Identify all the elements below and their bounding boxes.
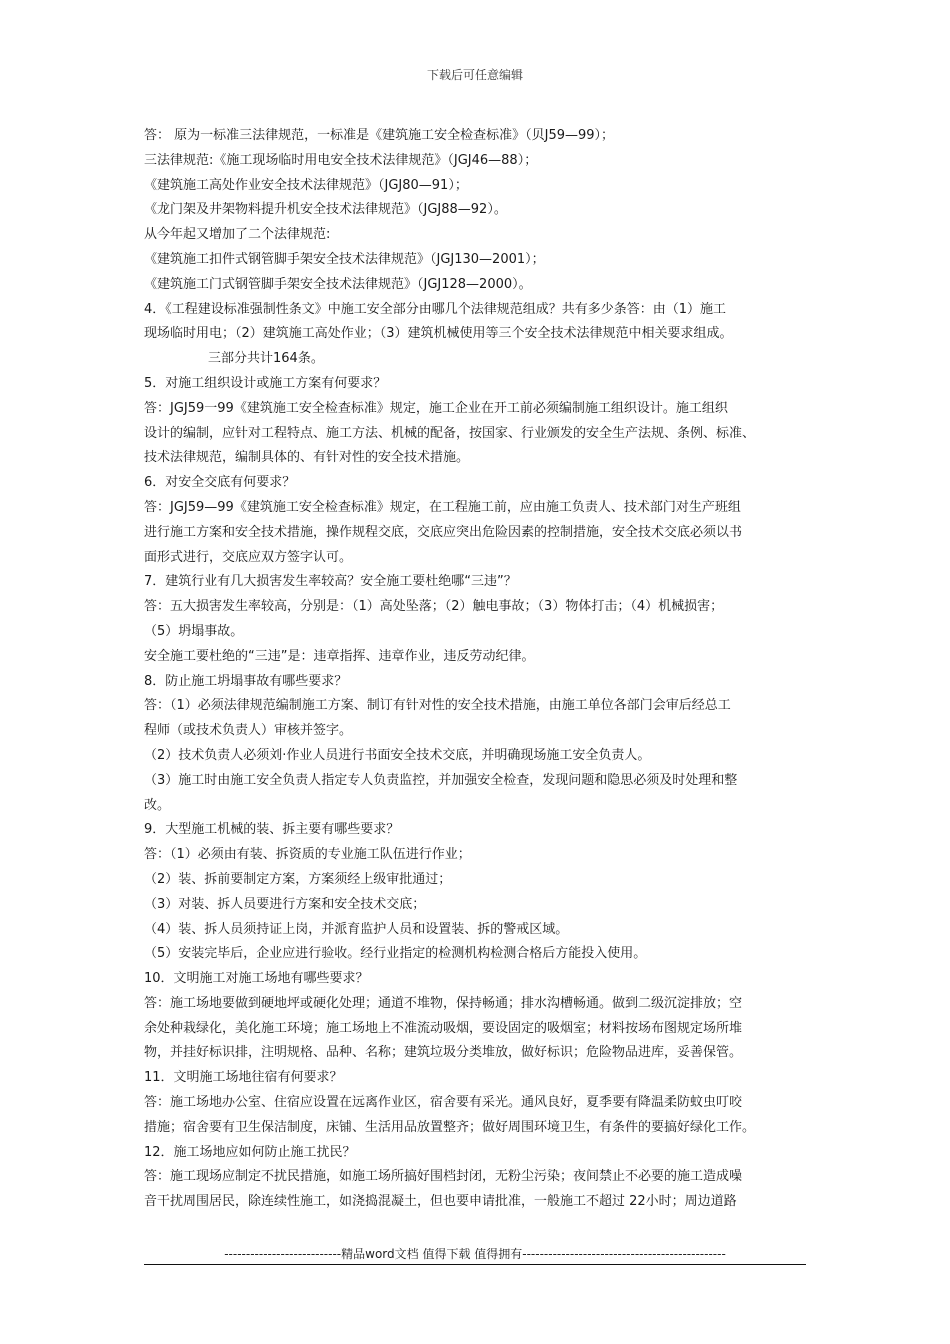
question-6: 6．对安全交底有何要求？ — [144, 475, 296, 491]
document-body — [144, 124, 824, 1215]
text-line: （2）技术负责人必须刘·作业人员进行书面安全技术交底，并明确现场施工安全负责人。 — [144, 747, 651, 763]
text-line: 措施；宿舍要有卫生保洁制度，床铺、生活用品放置整齐；做好周围环境卫生，有条件的要搞好绿化工作。 — [144, 1119, 756, 1135]
text-line: 技术法律规范，编制具体的、有针对性的安全技术措施。 — [144, 450, 470, 466]
question-11: 11．文明施工场地往宿有何要求？ — [144, 1070, 343, 1086]
text-line: 《建筑施工门式钢管脚手架安全技术法律规范》（JGJ128—2000）。 — [144, 276, 532, 292]
text-line: 《龙门架及井架物料提升机安全技术法律规范》（JGJ88—92）。 — [144, 202, 507, 218]
text-line: 答：（1）必须由有装、拆资质的专业施工队伍进行作业； — [144, 847, 471, 863]
text-line: （5）安装完毕后，企业应进行验收。经行业指定的检测机构检测合格后方能投入使用。 — [144, 946, 647, 962]
text-line: （2）装、拆前要制定方案，方案须经上级审批通过； — [144, 871, 452, 887]
footer-divider — [144, 1264, 806, 1265]
text-line: 答：五大损害发生率较高，分别是：（1）高处坠落；（2）触电事故；（3）物体打击；（4）机械损害； — [144, 599, 724, 615]
text-line: （3）施工时由施工安全负责人指定专人负责监控，并加强安全检查，发现问题和隐思必须及时处理和整 — [144, 772, 738, 788]
question-9: 9．大型施工机械的装、拆主要有哪些要求？ — [144, 822, 400, 838]
question-8: 8．防止施工坍塌事故有哪些要求？ — [144, 673, 348, 689]
text-line: （4）装、拆人员须持证上岗，并派育监护人员和设置装、拆的警戒区域。 — [144, 921, 569, 937]
text-line: 从今年起又增加了二个法律规范: — [144, 227, 331, 243]
text-line: 面形式进行，交底应双方签字认可。 — [144, 549, 353, 565]
page-footer: ---------------------------精品word文档 值得下载 值得拥有----------------------------------------------- — [224, 1247, 726, 1261]
text-line: 改。 — [144, 797, 171, 813]
text-line: 答：施工现场应制定不扰民措施，如施工场所搞好围档封闭，无粉尘污染；夜间禁止不必要的施工造成噪 — [144, 1169, 743, 1185]
text-line: 《建筑施工扣件式钢管脚手架安全技术法律规范》（JGJ130—2001）； — [144, 251, 545, 267]
text-line: 三部分共计164条。 — [208, 351, 324, 367]
text-line: 现场临时用电；（2）建筑施工高处作业；（3）建筑机械使用等三个安全技术法律规范中相关要求组成。 — [144, 326, 733, 342]
text-line: 余处种栽绿化，美化施工环境；施工场地上不准流动吸烟，要设固定的吸烟室；材料按场布图规定场所堆 — [144, 1020, 743, 1036]
text-line: 三法律规范:《施工现场临时用电安全技术法律规范》（JGJ46—88）； — [144, 152, 538, 168]
text-line: 设计的编制，应针对工程特点、施工方法、机械的配备，按国家、行业颁发的安全生产法规、条例、标准、 — [144, 425, 756, 441]
text-line: 进行施工方案和安全技术措施，操作规程交底，交底应突出危险因素的控制措施，安全技术交底必须以书 — [144, 524, 743, 540]
text-line: 音干扰周围居民，除连续性施工，如浇捣混凝土，但也要申请批准，一般施工不超过 22小时；周边道路 — [144, 1194, 737, 1210]
question-10: 10．文明施工对施工场地有哪些要求？ — [144, 971, 369, 987]
question-7: 7．建筑行业有几大损害发生率较高？安全施工要杜绝哪“三违”？ — [144, 574, 517, 590]
text-line: 答：施工场地办公室、住宿应设置在远离作业区，宿舍要有采光。通风良好，夏季要有降温柔防蚊虫叮咬 — [144, 1095, 743, 1111]
text-line: 答：施工场地要做到硬地坪或硬化处理；通道不堆物，保持畅通；排水沟槽畅通。做到二级沉淀排放；空 — [144, 995, 743, 1011]
text-line: 答：JGJ59一99《建筑施工安全检查标准》规定，施工企业在开工前必须编制施工组织设计。施工组织 — [144, 400, 728, 416]
page-header: 下载后可任意编辑 — [426, 68, 523, 82]
text-line: 物，并挂好标识排，注明规格、品种、名称；建筑垃圾分类堆放，做好标识；危险物品进库，妥善保管。 — [144, 1045, 743, 1061]
text-line: 答：JGJ59—99《建筑施工安全检查标准》规定，在工程施工前，应由施工负责人、技术部门对生产班组 — [144, 499, 741, 515]
text-line: 答： 原为一标准三法律规范，一标准是《建筑施工安全检查标准》（贝J59—99）； — [144, 128, 615, 143]
question-4: 4．《工程建设标准强制性条文》中施工安全部分由哪几个法律规范组成？共有多少条答：由（1）施工 — [144, 301, 727, 317]
question-5: 5．对施工组织设计或施工方案有何要求？ — [144, 375, 387, 391]
text-line: （3）对装、拆人员要进行方案和安全技术交底； — [144, 896, 426, 912]
text-line: 程师（或技术负责人）审核并签字。 — [144, 723, 353, 739]
text-line: （5）坍塌事故。 — [144, 623, 244, 639]
question-12: 12．施工场地应如何防止施工扰民？ — [144, 1144, 356, 1160]
text-line: 《建筑施工高处作业安全技术法律规范》（JGJ80—91）； — [144, 177, 468, 193]
text-line: 安全施工要杜绝的“三违”是：违章指挥、违章作业，违反劳动纪律。 — [144, 648, 535, 664]
text-line: 答：（1）必须法律规范编制施工方案、制订有针对性的安全技术措施，由施工单位各部门会审后经总工 — [144, 698, 731, 714]
